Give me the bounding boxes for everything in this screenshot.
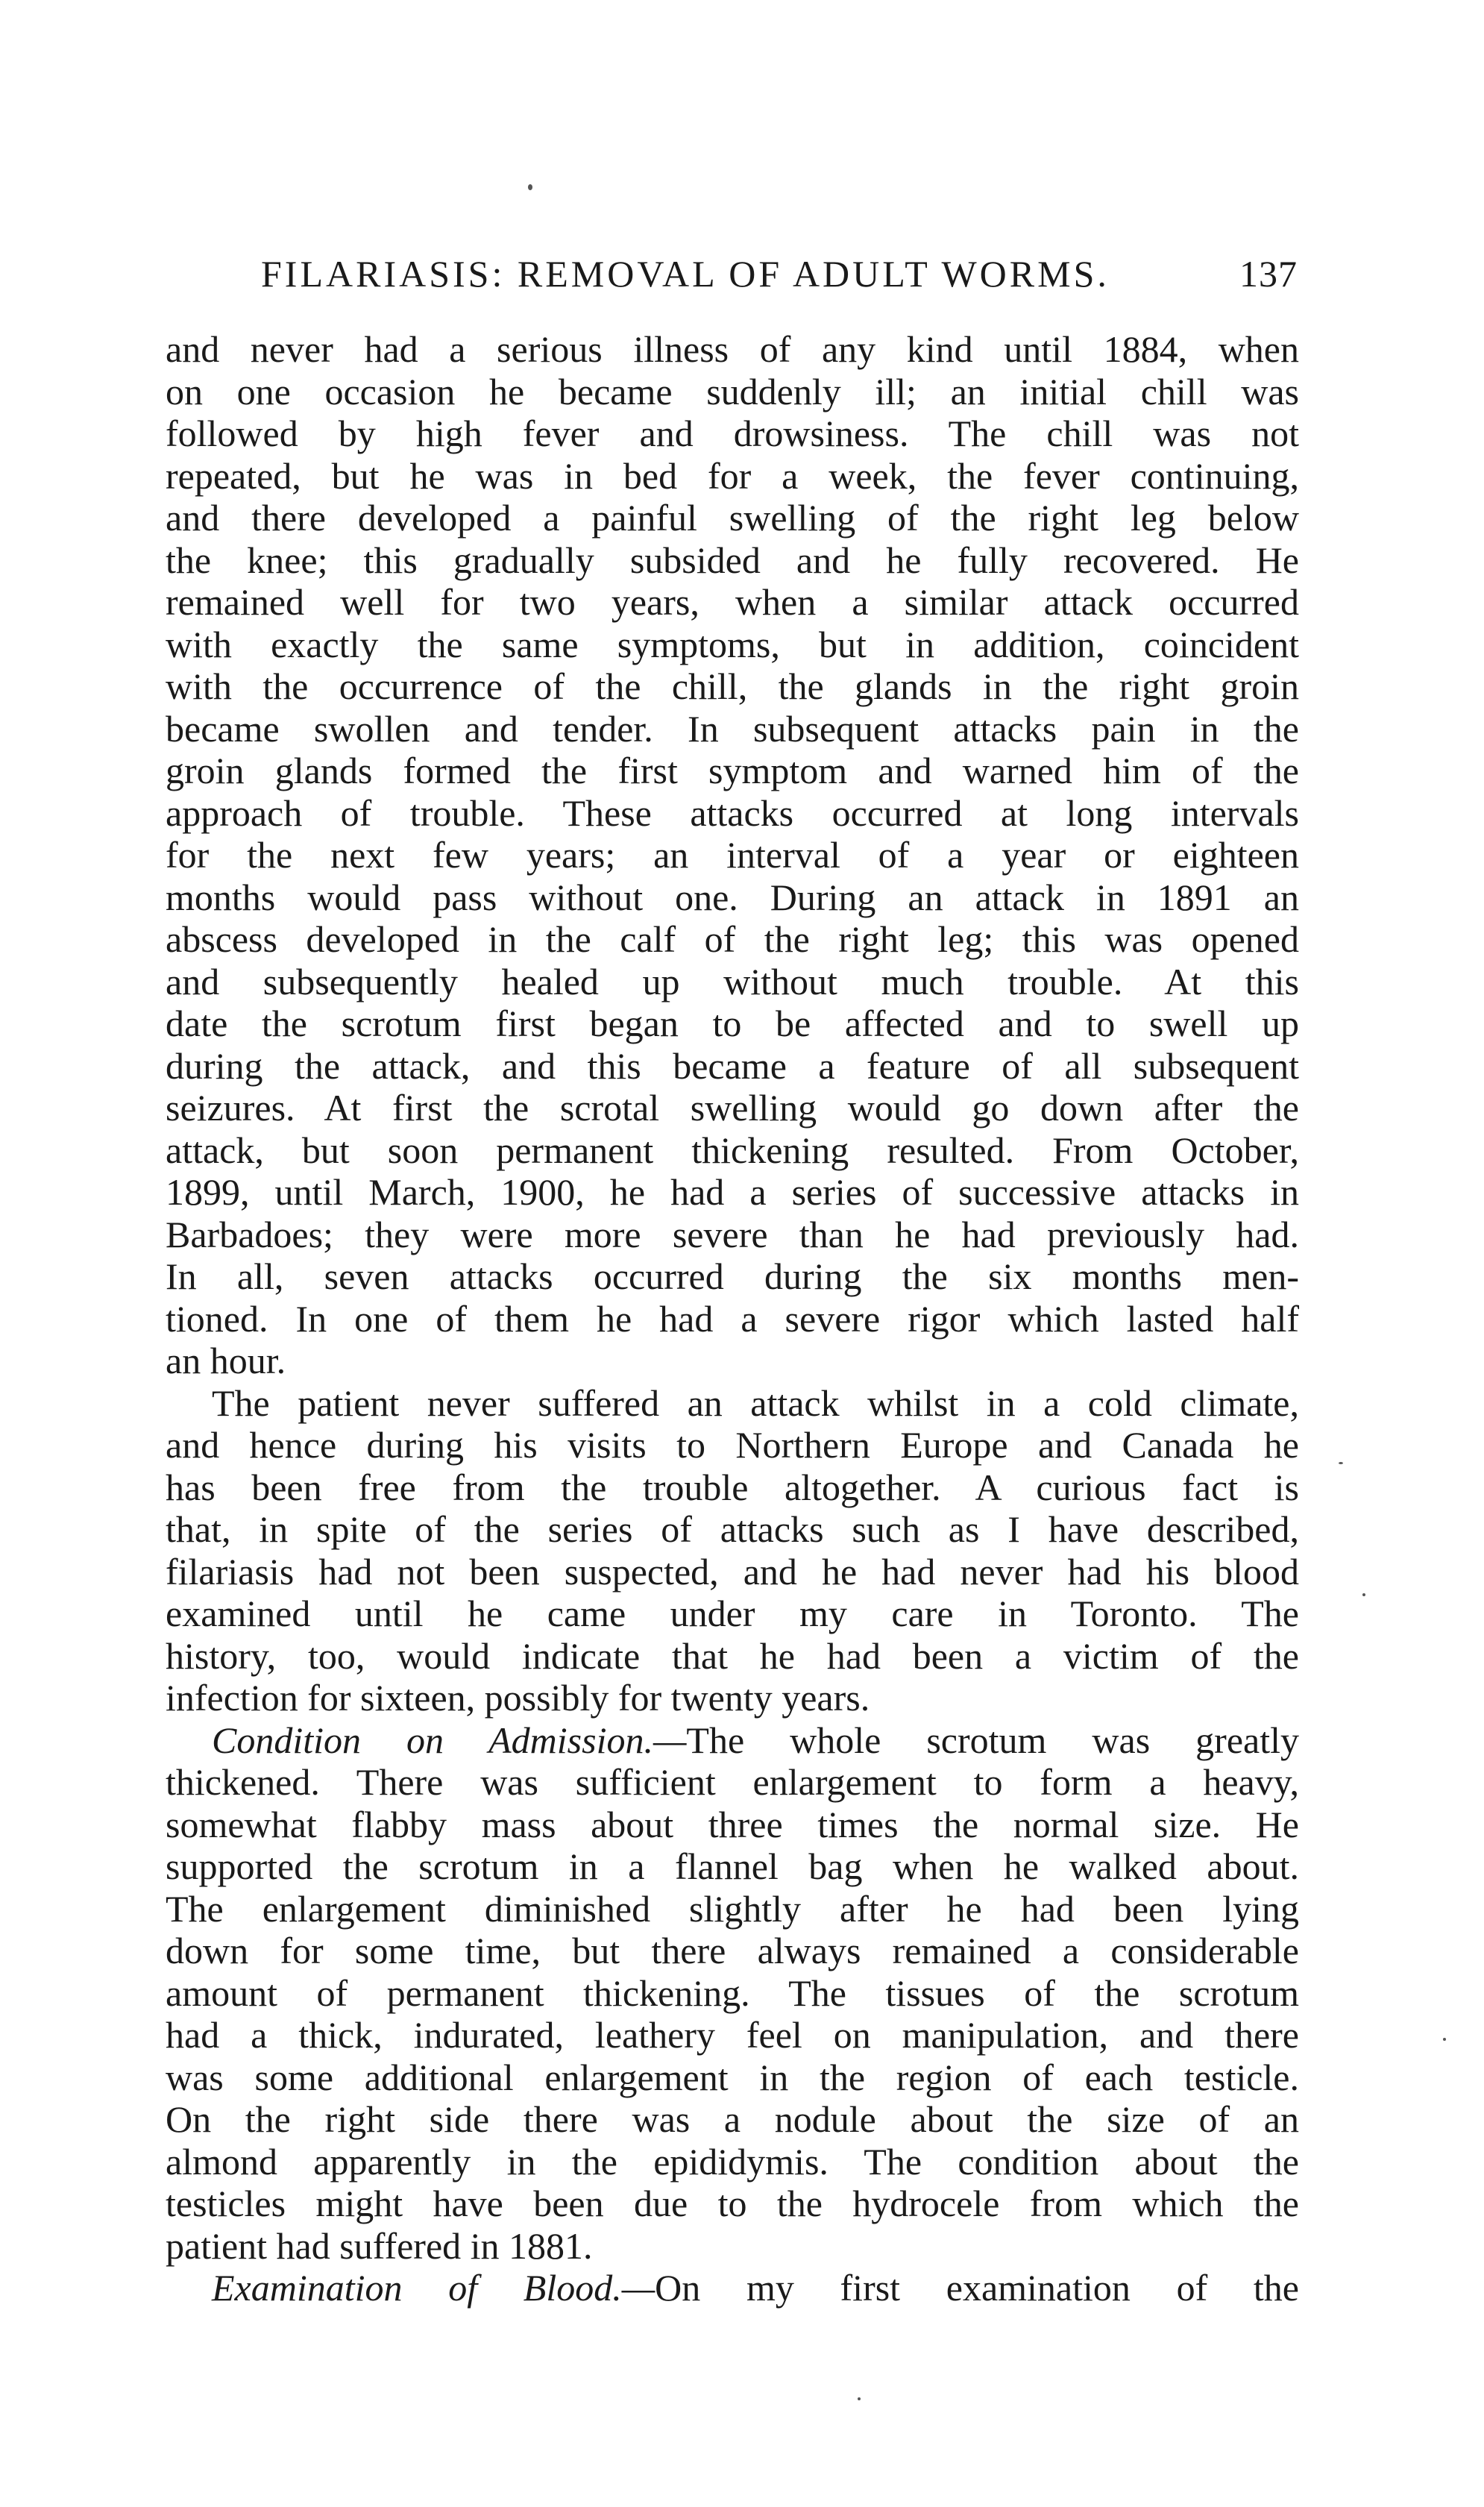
page-number: 137 (1239, 253, 1298, 295)
text-line: almond apparently in the epididymis. The condition about the (166, 2140, 1299, 2183)
text-line: history, too, would indicate that he had been a victim of the (166, 1634, 1299, 1677)
text-line: seizures. At first the scrotal swelling would go down after the (166, 1087, 1299, 1129)
text-line: with exactly the same symptoms, but in addition, coincident (166, 623, 1299, 665)
text-segment: The whole scrotum was greatly (686, 1719, 1299, 1761)
text-line (166, 1719, 1299, 1762)
text-line: the knee; this gradually subsided and he fully recovered. He (166, 539, 1299, 581)
text-line: repeated, but he was in bed for a week, the fever continuing, (166, 454, 1299, 497)
print-speck (528, 184, 532, 190)
text-line: had a thick, indurated, leathery feel on manipulation, and there (166, 2014, 1299, 2056)
text-line: patient had suffered in 1881. (166, 2224, 593, 2267)
text-line: that, in spite of the series of attacks such as I have described, (166, 1508, 1299, 1550)
running-head (261, 248, 1298, 300)
print-speck (1339, 1462, 1343, 1464)
text-line: The patient never suffered an attack whilst in a cold climate, (212, 1381, 1299, 1424)
text-line: down for some time, but there always remained a considerable (166, 1930, 1299, 1971)
text-line: for the next few years; an interval of a year or eighteen (166, 834, 1299, 876)
text-line: and there developed a painful swelling of the right leg below (166, 497, 1299, 539)
text-line: In all, seven attacks occurred during the six months men- (166, 1255, 1299, 1297)
text-line: supported the scrotum in a flannel bag when he walked about. (166, 1845, 1299, 1887)
text-line: date the scrotum first began to be affected and to swell up (166, 1003, 1299, 1044)
text-line: abscess developed in the calf of the right leg; this was opened (166, 918, 1299, 960)
text-line: Barbadoes; they were more severe than he had previously had. (166, 1213, 1299, 1255)
text-line (166, 2267, 1299, 2309)
text-line: on one occasion he became suddenly ill; an initial chill was (166, 370, 1299, 412)
text-line: groin glands formed the first symptom and warned him of the (166, 750, 1299, 791)
print-speck (1443, 2038, 1446, 2041)
text-line: with the occurrence of the chill, the glands in the right groin (166, 665, 1299, 707)
text-line: testicles might have been due to the hydrocele from which the (166, 2183, 1299, 2224)
text-line: was some additional enlargement in the region of each testicle. (166, 2056, 1299, 2098)
text-line: somewhat flabby mass about three times the normal size. He (166, 1803, 1299, 1845)
print-speck (858, 2397, 861, 2400)
text-line: infection for sixteen, possibly for twenty years. (166, 1677, 870, 1719)
text-line: attack, but soon permanent thickening resulted. From October, (166, 1129, 1299, 1171)
text-line: 1899, until March, 1900, he had a series of successive attacks in (166, 1171, 1299, 1213)
text-line: thickened. There was sufficient enlargement to form a heavy, (166, 1761, 1299, 1803)
text-line: filariasis had not been suspected, and he had never had his blood (166, 1550, 1299, 1593)
text-line: remained well for two years, when a similar attack occurred (166, 581, 1299, 623)
text-line: an hour. (166, 1340, 286, 1381)
text-line: The enlargement diminished slightly after he had been lying (166, 1887, 1299, 1930)
print-speck (1362, 1593, 1365, 1596)
text-line: On the right side there was a nodule about the size of an (166, 2098, 1299, 2140)
text-line: during the attack, and this became a feature of all subsequent (166, 1044, 1299, 1087)
text-line: amount of permanent thickening. The tissues of the scrotum (166, 1971, 1299, 2014)
text-line: has been free from the trouble altogether. A curious fact is (166, 1466, 1299, 1508)
section-heading-examination: Examination of Blood.— (212, 2267, 655, 2309)
text-line: and subsequently healed up without much trouble. At this (166, 960, 1299, 1003)
section-heading-condition: Condition on Admission.— (212, 1719, 687, 1761)
text-line: examined until he came under my care in Toronto. The (166, 1593, 1299, 1634)
text-segment: On my first examination of the (655, 2267, 1299, 2309)
text-line: approach of trouble. These attacks occurred at long intervals (166, 791, 1299, 834)
text-line: and never had a serious illness of any kind until 1884, when (166, 328, 1299, 370)
running-head-title: FILARIASIS: REMOVAL OF ADULT WORMS. (261, 253, 1110, 295)
body-text (166, 328, 1299, 2309)
text-line: tioned. In one of them he had a severe rigor which lasted half (166, 1297, 1299, 1340)
text-line: followed by high fever and drowsiness. The chill was not (166, 412, 1299, 454)
text-line: months would pass without one. During an attack in 1891 an (166, 876, 1299, 918)
text-line: and hence during his visits to Northern Europe and Canada he (166, 1424, 1299, 1466)
text-line: became swollen and tender. In subsequent attacks pain in the (166, 707, 1299, 750)
